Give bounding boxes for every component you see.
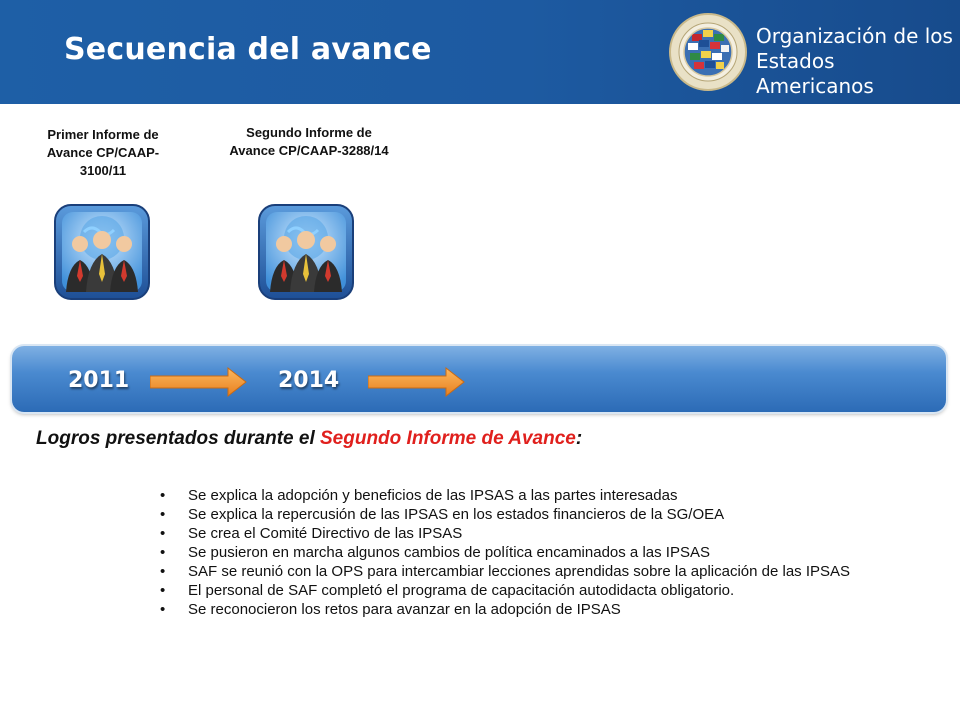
achievements-heading-suffix: :: [575, 428, 583, 449]
organization-name: [756, 24, 956, 99]
timeline-year-2011: 2011: [68, 368, 130, 393]
meeting-people-icon: [258, 204, 354, 300]
organization-name-line2: Estados Americanos: [756, 49, 874, 98]
oas-seal-icon: [668, 12, 748, 92]
achievements-heading-highlight: Segundo Informe de Avance: [320, 428, 576, 449]
timeline-year-2014: 2014: [278, 368, 340, 393]
report-2-caption: Segundo Informe de Avance CP/CAAP-3288/14: [229, 125, 389, 158]
header-band: [0, 0, 960, 104]
list-item: • El personal de SAF completó el programa de capacitación autodidacta obligatorio.: [160, 581, 920, 600]
meeting-people-icon: [54, 204, 150, 300]
list-item: • Se crea el Comité Directivo de las IPSAS: [160, 524, 920, 543]
report-1-caption: Primer Informe de Avance CP/CAAP-3100/11: [46, 127, 160, 178]
organization-name-line1: Organización de los: [756, 24, 953, 48]
list-item: • Se pusieron en marcha algunos cambios de política encaminados a las IPSAS: [160, 543, 920, 562]
right-arrow-icon: [150, 366, 248, 398]
list-item: • SAF se reunió con la OPS para intercambiar lecciones aprendidas sobre la aplicación de las IPSAS: [160, 562, 920, 581]
right-arrow-icon: [368, 366, 466, 398]
achievements-heading: [36, 428, 936, 450]
page-title: Secuencia del avance: [64, 32, 432, 67]
achievements-heading-prefix: Logros presentados durante el: [36, 428, 320, 449]
achievements-list: [160, 486, 920, 619]
list-item: • Se explica la adopción y beneficios de las IPSAS a las partes interesadas: [160, 486, 920, 505]
list-item: • Se explica la repercusión de las IPSAS en los estados financieros de la SG/OEA: [160, 505, 920, 524]
list-item: • Se reconocieron los retos para avanzar en la adopción de IPSAS: [160, 600, 920, 619]
